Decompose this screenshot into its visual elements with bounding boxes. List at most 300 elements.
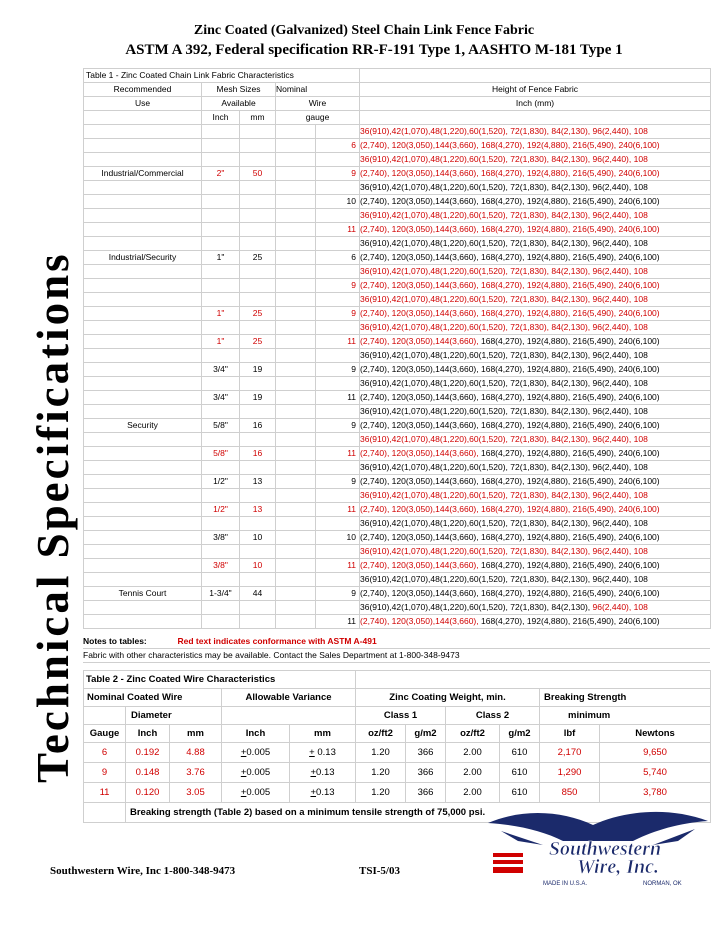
cell-gauge: 9 [316, 167, 360, 181]
cell-inch: 3/4" [202, 363, 240, 377]
cell-use [84, 363, 202, 377]
cell-inch [202, 377, 240, 391]
cell-gauge: 9 [316, 587, 360, 601]
company-logo [483, 803, 713, 888]
header-class2: Class 2 [446, 707, 540, 725]
cell-lbf: 850 [540, 783, 600, 803]
cell-gauge-a [276, 545, 316, 559]
cell-inch [202, 433, 240, 447]
cell-use: Industrial/Security [84, 251, 202, 265]
cell-gauge-a [276, 237, 316, 251]
cell-gauge-b [316, 573, 360, 587]
cell-use [84, 139, 202, 153]
cell-height-line2: (2,740), 120(3,050),144(3,660), 168(4,270), 192(4,880), 216(5,490), 240(6,100) [360, 531, 711, 545]
cell-height-line2 [360, 559, 711, 573]
cell-vmm: + 0.13 [290, 743, 356, 763]
table-row [84, 587, 711, 601]
cell-gauge: 11 [316, 615, 360, 629]
cell-gauge-a [276, 125, 316, 139]
table-row [84, 573, 711, 587]
header-diameter: Diameter [126, 707, 222, 725]
cell-lbf: 1,290 [540, 763, 600, 783]
table-row [84, 349, 711, 363]
cell-c1oz: 1.20 [356, 763, 406, 783]
height-black-part: 36(910),42(1,070),48(1,220),60(1,520), 72(1,830), 84(2,130), [360, 602, 593, 612]
cell-inch: 3/4" [202, 391, 240, 405]
document-title: Zinc Coated (Galvanized) Steel Chain Link Fence Fabric [193, 23, 535, 38]
cell-inch: 1/2" [202, 475, 240, 489]
column-header: mm [170, 725, 222, 743]
cell-gauge-a [276, 601, 316, 615]
cell-height-line1: 36(910),42(1,070),48(1,220),60(1,520), 72(1,830), 84(2,130), 96(2,440), 108 [360, 153, 711, 167]
cell-height-line2: (2,740), 120(3,050),144(3,660), 168(4,270), 192(4,880), 216(5,490), 240(6,100) [360, 419, 711, 433]
cell-gauge-a [276, 573, 316, 587]
cell-inch [202, 615, 240, 629]
table-row [84, 167, 711, 181]
cell-inch [202, 153, 240, 167]
cell-gauge-b [316, 237, 360, 251]
table-row [84, 743, 711, 763]
cell-use [84, 517, 202, 531]
cell-gauge: 10 [316, 195, 360, 209]
cell-gauge-b [316, 181, 360, 195]
table-row [84, 195, 711, 209]
table-row [84, 783, 711, 803]
header-recommended: Recommended [84, 83, 202, 97]
cell-gauge: 11 [316, 335, 360, 349]
cell-gauge-a [276, 377, 316, 391]
cell-inch [202, 293, 240, 307]
cell-height-line1: 36(910),42(1,070),48(1,220),60(1,520), 72(1,830), 84(2,130), 96(2,440), 108 [360, 209, 711, 223]
cell-c2oz: 2.00 [446, 743, 500, 763]
cell-height-line1: 36(910),42(1,070),48(1,220),60(1,520), 72(1,830), 84(2,130), 96(2,440), 108 [360, 489, 711, 503]
cell-gauge-a [276, 293, 316, 307]
column-header: g/m2 [406, 725, 446, 743]
column-header: Inch [222, 725, 290, 743]
table1-notes [83, 635, 710, 663]
table-row [84, 265, 711, 279]
cell-mm [240, 265, 276, 279]
cell-height-line1: 36(910),42(1,070),48(1,220),60(1,520), 72(1,830), 84(2,130), 96(2,440), 108 [360, 405, 711, 419]
cell-height-line1: 36(910),42(1,070),48(1,220),60(1,520), 72(1,830), 84(2,130), 96(2,440), 108 [360, 321, 711, 335]
document-subtitle: ASTM A 392, Federal specification RR-F-191 Type 1, AASHTO M-181 Type 1 [125, 42, 623, 58]
cell-gauge-b [316, 265, 360, 279]
table-row [84, 363, 711, 377]
table-row [84, 489, 711, 503]
cell-vinch: +0.005 [222, 783, 290, 803]
cell-use [84, 321, 202, 335]
cell-mm: 3.05 [170, 783, 222, 803]
table-row [84, 601, 711, 615]
cell-gauge-a [276, 209, 316, 223]
cell-gauge: 11 [316, 503, 360, 517]
cell-c2oz: 2.00 [446, 783, 500, 803]
cell-c2oz: 2.00 [446, 763, 500, 783]
cell-gauge-a [276, 405, 316, 419]
cell-mm [240, 517, 276, 531]
table-row [84, 307, 711, 321]
cell-c1g: 366 [406, 783, 446, 803]
cell-use [84, 125, 202, 139]
cell-use: Industrial/Commercial [84, 167, 202, 181]
cell-height-line1: 36(910),42(1,070),48(1,220),60(1,520), 72(1,830), 84(2,130), 96(2,440), 108 [360, 433, 711, 447]
cell-vmm: +0.13 [290, 763, 356, 783]
height-black-part: 168(4,270), 192(4,880), 216(5,490), 240(6,100) [480, 560, 660, 570]
cell-gauge-b [316, 517, 360, 531]
cell-height-line2: (2,740), 120(3,050),144(3,660), 168(4,270), 192(4,880), 216(5,490), 240(6,100) [360, 167, 711, 181]
cell-height-line1: 36(910),42(1,070),48(1,220),60(1,520), 72(1,830), 84(2,130), 96(2,440), 108 [360, 293, 711, 307]
table1-caption: Table 1 - Zinc Coated Chain Link Fabric Characteristics [84, 69, 360, 83]
cell-gauge-pad [276, 419, 316, 433]
cell-mm: 13 [240, 503, 276, 517]
cell-gauge: 10 [316, 531, 360, 545]
cell-inch: 3/8" [202, 559, 240, 573]
cell-height-line2: (2,740), 120(3,050),144(3,660), 168(4,270), 192(4,880), 216(5,490), 240(6,100) [360, 195, 711, 209]
cell-gauge-pad [276, 559, 316, 573]
cell-use [84, 265, 202, 279]
height-black-part: 168(4,270), 192(4,880), 216(5,490), 240(6,100) [480, 336, 660, 346]
header-height: Height of Fence Fabric [360, 83, 711, 97]
cell-mm [240, 433, 276, 447]
cell-gauge-a [276, 517, 316, 531]
cell-height-line2: (2,740), 120(3,050),144(3,660), 168(4,270), 192(4,880), 216(5,490), 240(6,100) [360, 587, 711, 601]
cell-gauge: 11 [316, 559, 360, 573]
logo-line2: Wire, Inc. [576, 856, 660, 878]
table-row [84, 209, 711, 223]
cell-inch [202, 517, 240, 531]
cell-use [84, 489, 202, 503]
cell-c2g: 610 [500, 783, 540, 803]
header-height-unit: Inch (mm) [360, 97, 711, 111]
plus-minus-sign: + [240, 767, 247, 778]
header-wire: Wire [276, 97, 360, 111]
cell-inch [202, 405, 240, 419]
cell-mm [240, 573, 276, 587]
cell-mm [240, 615, 276, 629]
cell-gauge: 6 [316, 139, 360, 153]
cell-mm: 25 [240, 335, 276, 349]
cell-use [84, 545, 202, 559]
cell-mm [240, 181, 276, 195]
header-nominal-wire: Nominal Coated Wire [84, 689, 222, 707]
table-row [84, 293, 711, 307]
cell-use [84, 279, 202, 293]
cell-use [84, 223, 202, 237]
cell-use [84, 531, 202, 545]
cell-gauge-a [276, 489, 316, 503]
cell-use [84, 153, 202, 167]
cell-use [84, 573, 202, 587]
cell-height-line2: (2,740), 120(3,050),144(3,660), 168(4,270), 192(4,880), 216(5,490), 240(6,100) [360, 475, 711, 489]
cell-mm [240, 349, 276, 363]
cell-mm [240, 139, 276, 153]
cell-gauge-a [276, 349, 316, 363]
table-row [84, 139, 711, 153]
plus-minus-sign: + [240, 747, 247, 758]
cell-gauge: 11 [316, 223, 360, 237]
side-title: Technical Specifications [28, 251, 78, 783]
header-nominal: Nominal [276, 83, 360, 97]
cell-n: 3,780 [600, 783, 711, 803]
height-red-part: 96(2,440), 108 [592, 602, 648, 612]
cell-mm: 16 [240, 447, 276, 461]
cell-inch [202, 545, 240, 559]
cell-mm [240, 279, 276, 293]
cell-use [84, 195, 202, 209]
cell-use [84, 307, 202, 321]
cell-use [84, 405, 202, 419]
cell-inch [202, 139, 240, 153]
height-black-part: 168(4,270), 192(4,880), 216(5,490), 240(6,100) [480, 616, 660, 626]
cell-inch [202, 601, 240, 615]
plus-minus-sign: + [310, 767, 317, 778]
cell-gauge-b [316, 125, 360, 139]
cell-mm [240, 461, 276, 475]
cell-gauge-b [316, 405, 360, 419]
table-row [84, 125, 711, 139]
cell-height-line2: (2,740), 120(3,050),144(3,660), 168(4,270), 192(4,880), 216(5,490), 240(6,100) [360, 139, 711, 153]
table-row [84, 531, 711, 545]
table-row [84, 447, 711, 461]
cell-gauge: 11 [316, 391, 360, 405]
cell-inch [202, 181, 240, 195]
cell-mm: 3.76 [170, 763, 222, 783]
cell-use [84, 601, 202, 615]
cell-gauge-b [316, 489, 360, 503]
cell-height-line1: 36(910),42(1,070),48(1,220),60(1,520), 72(1,830), 84(2,130), 96(2,440), 108 [360, 125, 711, 139]
cell-c1g: 366 [406, 743, 446, 763]
header-minimum: minimum [540, 707, 711, 725]
logo-city: NORMAN, OK [643, 881, 682, 887]
height-red-part: (2,740), 120(3,050),144(3,660), [360, 336, 481, 346]
cell-gauge-b [316, 433, 360, 447]
cell-gauge-a [276, 433, 316, 447]
cell-use [84, 349, 202, 363]
cell-inch [202, 573, 240, 587]
table-row [84, 419, 711, 433]
cell-mm [240, 489, 276, 503]
cell-mm: 10 [240, 531, 276, 545]
cell-inch: 2" [202, 167, 240, 181]
cell-c1oz: 1.20 [356, 783, 406, 803]
cell-n: 9,650 [600, 743, 711, 763]
cell-inch: 5/8" [202, 419, 240, 433]
cell-gauge-pad [276, 363, 316, 377]
cell-inch: 1" [202, 251, 240, 265]
cell-mm [240, 293, 276, 307]
table2-caption: Table 2 - Zinc Coated Wire Characteristics [84, 671, 356, 689]
cell-use [84, 559, 202, 573]
cell-use [84, 335, 202, 349]
cell-gauge-a [276, 461, 316, 475]
cell-inch [202, 209, 240, 223]
cell-use [84, 391, 202, 405]
column-header: oz/ft2 [356, 725, 406, 743]
table-row [84, 517, 711, 531]
cell-inch: 5/8" [202, 447, 240, 461]
cell-gauge: 6 [316, 251, 360, 265]
cell-gauge-pad [276, 475, 316, 489]
cell-inch: 0.148 [126, 763, 170, 783]
cell-gauge: 9 [316, 307, 360, 321]
cell-gauge-pad [276, 251, 316, 265]
cell-gauge-pad [276, 531, 316, 545]
notes-red-text: Red text indicates conformance with ASTM A-491 [177, 636, 377, 646]
plus-minus-sign: + [240, 787, 247, 798]
cell-height-line2 [360, 447, 711, 461]
cell-inch: 1" [202, 307, 240, 321]
height-red-part: (2,740), 120(3,050),144(3,660), [360, 448, 481, 458]
cell-inch [202, 223, 240, 237]
cell-gauge: 9 [316, 419, 360, 433]
cell-gauge-pad [276, 167, 316, 181]
table-row [84, 321, 711, 335]
column-header: Newtons [600, 725, 711, 743]
cell-n: 5,740 [600, 763, 711, 783]
table2-footnote: Breaking strength (Table 2) based on a minimum tensile strength of 75,000 psi. [126, 803, 711, 823]
cell-gauge-a [276, 265, 316, 279]
cell-mm: 25 [240, 307, 276, 321]
height-red-part: (2,740), 120(3,050),144(3,660), [360, 560, 481, 570]
logo-line1: Southwestern [548, 838, 662, 860]
cell-gauge-a [276, 321, 316, 335]
cell-gauge-b [316, 601, 360, 615]
table-row [84, 223, 711, 237]
cell-height-line2 [360, 615, 711, 629]
table-row [84, 405, 711, 419]
cell-vinch: +0.005 [222, 763, 290, 783]
footer-doc-id: TSI-5/03 [359, 865, 400, 877]
table2 [83, 670, 711, 823]
header-gauge: gauge [276, 111, 360, 125]
cell-gauge-pad [276, 195, 316, 209]
cell-mm [240, 377, 276, 391]
cell-c2g: 610 [500, 763, 540, 783]
cell-gauge-pad [276, 447, 316, 461]
cell-use: Security [84, 419, 202, 433]
cell-gauge-pad [276, 223, 316, 237]
cell-inch: 3/8" [202, 531, 240, 545]
cell-mm: 25 [240, 251, 276, 265]
header-available: Available [202, 97, 276, 111]
cell-height-line1: 36(910),42(1,070),48(1,220),60(1,520), 72(1,830), 84(2,130), 96(2,440), 108 [360, 237, 711, 251]
cell-c2g: 610 [500, 743, 540, 763]
table-row [84, 279, 711, 293]
cell-mm [240, 237, 276, 251]
column-header: oz/ft2 [446, 725, 500, 743]
cell-mm [240, 223, 276, 237]
table-row [84, 461, 711, 475]
cell-gauge: 9 [316, 475, 360, 489]
column-header: lbf [540, 725, 600, 743]
cell-height-line1: 36(910),42(1,070),48(1,220),60(1,520), 72(1,830), 84(2,130), 96(2,440), 108 [360, 545, 711, 559]
cell-use [84, 377, 202, 391]
cell-use [84, 293, 202, 307]
cell-gauge: 11 [84, 783, 126, 803]
table-row [84, 503, 711, 517]
table-row [84, 251, 711, 265]
cell-use [84, 209, 202, 223]
cell-gauge: 9 [316, 279, 360, 293]
cell-gauge-b [316, 293, 360, 307]
cell-gauge-b [316, 461, 360, 475]
cell-gauge: 11 [316, 447, 360, 461]
cell-inch [202, 461, 240, 475]
cell-gauge-pad [276, 391, 316, 405]
cell-inch: 1/2" [202, 503, 240, 517]
cell-height-line2: (2,740), 120(3,050),144(3,660), 168(4,270), 192(4,880), 216(5,490), 240(6,100) [360, 363, 711, 377]
header-use: Use [84, 97, 202, 111]
header-mm: mm [240, 111, 276, 125]
table-row [84, 475, 711, 489]
column-header: g/m2 [500, 725, 540, 743]
column-header: Inch [126, 725, 170, 743]
cell-height-line2: (2,740), 120(3,050),144(3,660), 168(4,270), 192(4,880), 216(5,490), 240(6,100) [360, 307, 711, 321]
cell-mm: 44 [240, 587, 276, 601]
cell-gauge: 9 [84, 763, 126, 783]
notes-label: Notes to tables: [83, 636, 147, 646]
table-row [84, 237, 711, 251]
cell-mm: 16 [240, 419, 276, 433]
cell-mm [240, 153, 276, 167]
header-zinc-coating: Zinc Coating Weight, min. [356, 689, 540, 707]
table-row [84, 763, 711, 783]
cell-gauge-pad [276, 139, 316, 153]
cell-height-line1: 36(910),42(1,070),48(1,220),60(1,520), 72(1,830), 84(2,130), 96(2,440), 108 [360, 573, 711, 587]
cell-gauge-b [316, 377, 360, 391]
cell-height-line1: 36(910),42(1,070),48(1,220),60(1,520), 72(1,830), 84(2,130), 96(2,440), 108 [360, 349, 711, 363]
cell-gauge-b [316, 153, 360, 167]
cell-inch: 0.192 [126, 743, 170, 763]
logo-made: MADE IN U.S.A. [543, 881, 588, 887]
table-row [84, 545, 711, 559]
height-red-part: (2,740), 120(3,050),144(3,660), [360, 616, 481, 626]
cell-lbf: 2,170 [540, 743, 600, 763]
cell-gauge-pad [276, 587, 316, 601]
notes-line2: Fabric with other characteristics may be available. Contact the Sales Department at 1-800-348-9473 [83, 649, 710, 663]
cell-use [84, 461, 202, 475]
cell-inch [202, 279, 240, 293]
cell-inch [202, 237, 240, 251]
height-black-part: 168(4,270), 192(4,880), 216(5,490), 240(6,100) [480, 448, 660, 458]
cell-mm [240, 321, 276, 335]
plus-minus-sign: + [310, 787, 317, 798]
cell-height-line1: 36(910),42(1,070),48(1,220),60(1,520), 72(1,830), 84(2,130), 96(2,440), 108 [360, 265, 711, 279]
cell-height-line2: (2,740), 120(3,050),144(3,660), 168(4,270), 192(4,880), 216(5,490), 240(6,100) [360, 503, 711, 517]
cell-gauge: 9 [316, 363, 360, 377]
cell-height-line2 [360, 335, 711, 349]
cell-height-line2: (2,740), 120(3,050),144(3,660), 168(4,270), 192(4,880), 216(5,490), 240(6,100) [360, 223, 711, 237]
cell-gauge-a [276, 153, 316, 167]
cell-inch [202, 195, 240, 209]
column-header: mm [290, 725, 356, 743]
cell-vmm: +0.13 [290, 783, 356, 803]
header-inch: Inch [202, 111, 240, 125]
table-row [84, 181, 711, 195]
cell-gauge-pad [276, 307, 316, 321]
cell-gauge-b [316, 209, 360, 223]
cell-inch: 1" [202, 335, 240, 349]
cell-use [84, 433, 202, 447]
cell-use [84, 503, 202, 517]
cell-use [84, 181, 202, 195]
cell-mm [240, 125, 276, 139]
cell-inch: 0.120 [126, 783, 170, 803]
cell-height-line1 [360, 601, 711, 615]
cell-gauge-pad [276, 279, 316, 293]
cell-use [84, 447, 202, 461]
cell-gauge-b [316, 545, 360, 559]
